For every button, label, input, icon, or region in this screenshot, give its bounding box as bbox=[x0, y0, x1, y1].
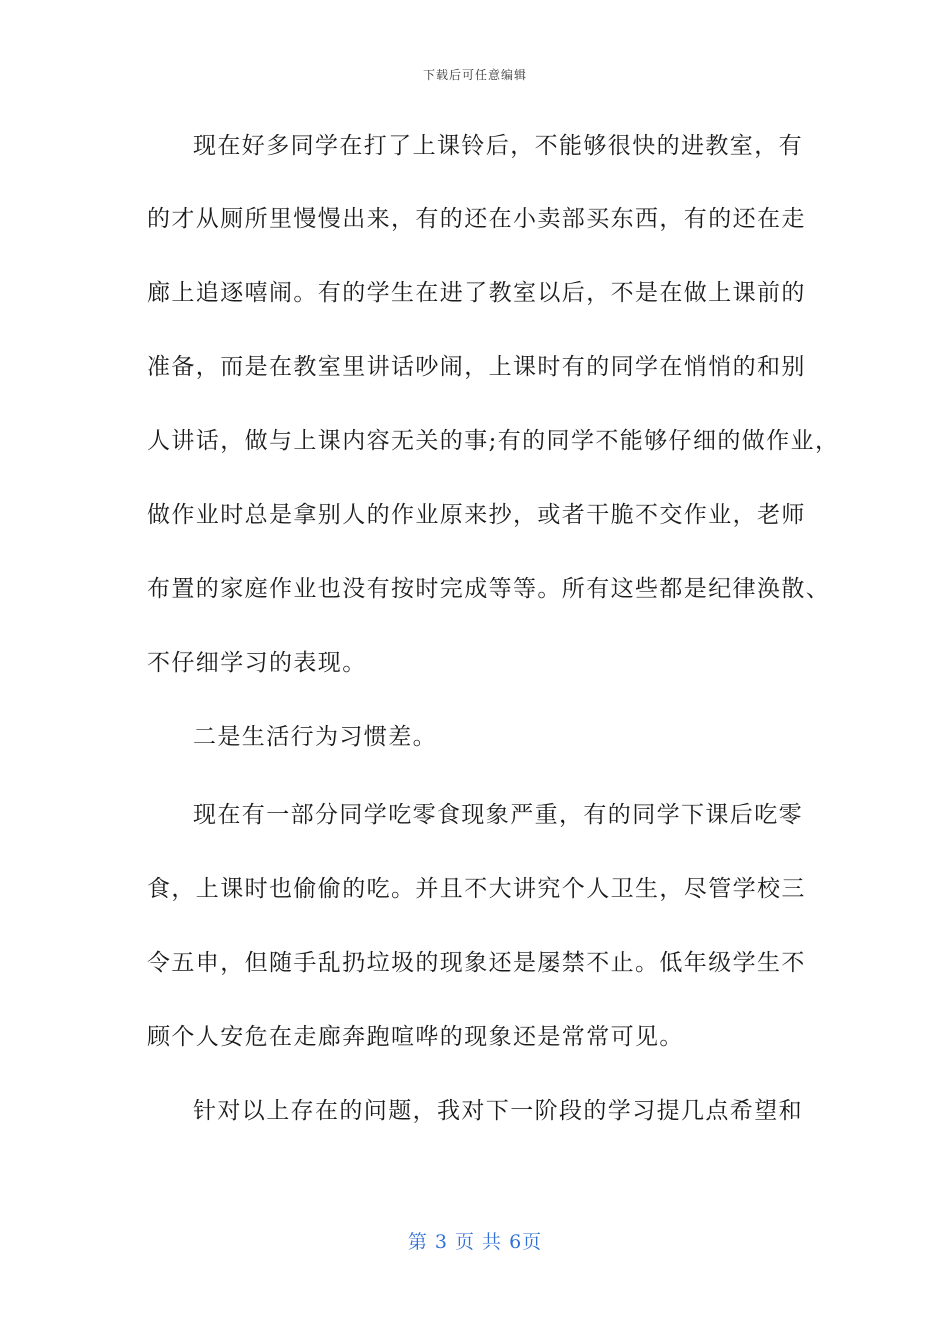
body-line-10: 现在有一部分同学吃零食现象严重，有的同学下课后吃零 bbox=[193, 802, 803, 828]
body-line-1: 现在好多同学在打了上课铃后，不能够很快的进教室，有 bbox=[193, 133, 803, 159]
header-note: 下载后可任意编辑 bbox=[422, 68, 527, 82]
body-line-4: 准备，而是在教室里讲话吵闹，上课时有的同学在悄悄的和别 bbox=[147, 354, 806, 380]
body-line-5: 人讲话，做与上课内容无关的事;有的同学不能够仔细的做作业， bbox=[147, 428, 840, 454]
body-line-6: 做作业时总是拿别人的作业原来抄，或者干脆不交作业，老师 bbox=[147, 502, 806, 528]
page-number: 第 3 页 共 6页 bbox=[407, 1231, 543, 1253]
body-line-14: 针对以上存在的问题，我对下一阶段的学习提几点希望和 bbox=[193, 1098, 803, 1124]
body-line-2: 的才从厕所里慢慢出来，有的还在小卖部买东西，有的还在走 bbox=[147, 206, 806, 232]
section-heading-line: 二是生活行为习惯差。 bbox=[193, 724, 437, 750]
body-line-13: 顾个人安危在走廊奔跑喧哗的现象还是常常可见。 bbox=[147, 1024, 684, 1050]
body-line-3: 廊上追逐嘻闹。有的学生在进了教室以后，不是在做上课前的 bbox=[147, 280, 806, 306]
body-line-11: 食，上课时也偷偷的吃。并且不大讲究个人卫生，尽管学校三 bbox=[147, 876, 806, 902]
body-line-12: 令五申，但随手乱扔垃圾的现象还是屡禁不止。低年级学生不 bbox=[147, 950, 806, 976]
body-line-7: 布置的家庭作业也没有按时完成等等。所有这些都是纪律涣散、 bbox=[147, 576, 831, 602]
body-line-8: 不仔细学习的表现。 bbox=[147, 650, 367, 676]
